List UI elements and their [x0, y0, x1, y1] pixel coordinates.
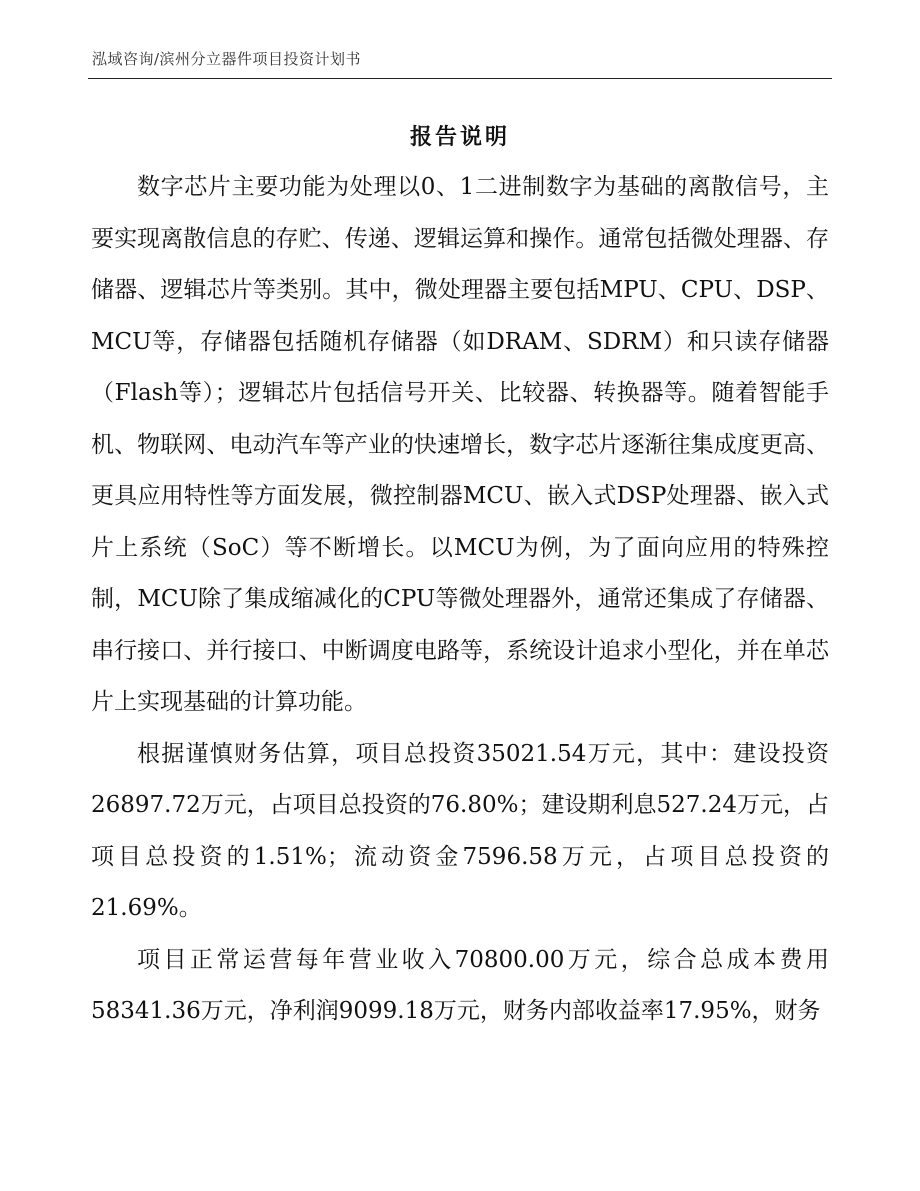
section-title: 报告说明: [409, 124, 510, 150]
page-header: 泓域咨询/滨州分立器件项目投资计划书: [92, 50, 362, 68]
header-divider: [88, 78, 832, 79]
paragraph-investment: 根据谨慎财务估算，项目总投资35021.54万元，其中：建设投资26897.72万元，占项目总投资的76.80%；建设期利息527.24万元，占项目总投资的1.51%；流动资金7596.58万元，占项目总投资的21.69%。: [91, 740, 829, 921]
paragraph-digital-chip: 数字芯片主要功能为处理以0、1二进制数字为基础的离散信号，主要实现离散信息的存贮、传递、逻辑运算和操作。通常包括微处理器、存储器、逻辑芯片等类别。其中，微处理器主要包括MPU、CPU、DSP、MCU等，存储器包括随机存储器（如DRAM、SDRM）和只读存储器（Flash等）；逻辑芯片包括信号开关、比较器、转换器等。随着智能手机、物联网、电动汽车等产业的快速增长，数字芯片逐渐往集成度更高、更具应用特性等方面发展，微控制器MCU、嵌入式DSP处理器、嵌入式片上系统（SoC）等不断增长。以MCU为例，为了面向应用的特殊控制，MCU除了集成缩减化的CPU等微处理器外，通常还集成了存储器、串行接口、并行接口、中断调度电路等，系统设计追求小型化，并在单芯片上实现基础的计算功能。: [91, 174, 829, 715]
paragraph-revenue: 项目正常运营每年营业收入70800.00万元，综合总成本费用58341.36万元，净利润9099.18万元，财务内部收益率17.95%，财务: [91, 946, 829, 1024]
report-body: [91, 162, 829, 1038]
